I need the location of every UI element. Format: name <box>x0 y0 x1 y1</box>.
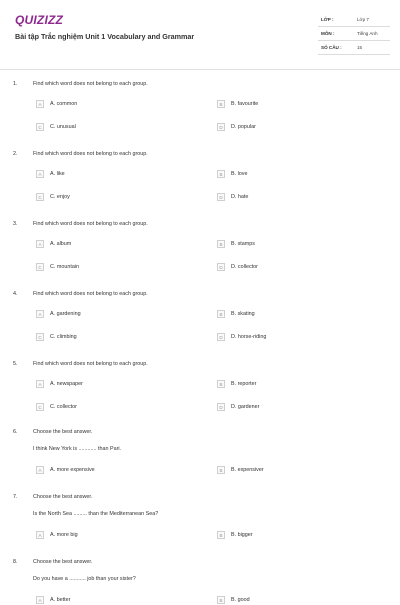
option-letter-box: C <box>36 403 44 411</box>
option-text: D. horse-riding <box>231 334 267 340</box>
option-text: D. popular <box>231 124 256 130</box>
option-text: C. collector <box>50 404 77 410</box>
option-text: B. favourite <box>231 101 259 107</box>
worksheet-title: Bài tập Trắc nghiệm Unit 1 Vocabulary and Grammar <box>15 32 195 41</box>
option-text: A. newspaper <box>50 381 83 387</box>
option-text: B. bigger <box>231 532 253 538</box>
question-text: Find which word does not belong to each group. <box>33 291 148 297</box>
option-letter-box: B <box>217 100 225 108</box>
option-text: A. better <box>50 597 71 603</box>
question-text: Find which word does not belong to each group. <box>33 361 148 367</box>
question-text: Choose the best answer. <box>33 494 93 500</box>
meta-value: Lớp 7 <box>357 17 369 22</box>
meta-label: LỚP : <box>321 17 334 22</box>
option-letter-box: A <box>36 466 44 474</box>
option-letter-box: B <box>217 596 225 604</box>
worksheet-header <box>0 0 400 70</box>
option-text: A. common <box>50 101 78 107</box>
option-letter-box: D <box>217 333 225 341</box>
option-text: A. more expensive <box>50 467 95 473</box>
option-text: C. mountain <box>50 264 80 270</box>
header-divider <box>0 69 400 70</box>
meta-row-class <box>318 13 390 27</box>
option-text: D. gardener <box>231 404 260 410</box>
quizizz-logo: QUIZIZZ <box>15 13 64 27</box>
question-text: Find which word does not belong to each group. <box>33 221 148 227</box>
option-letter-box: C <box>36 263 44 271</box>
option-text: B. stamps <box>231 241 255 247</box>
option-letter-box: A <box>36 531 44 539</box>
option-text: C. climbing <box>50 334 77 340</box>
option-text: D. hate <box>231 194 249 200</box>
question-number: 1. <box>13 81 18 87</box>
option-letter-box: A <box>36 380 44 388</box>
option-letter-box: B <box>217 466 225 474</box>
meta-label: SỐ CÂU : <box>321 45 342 50</box>
question-number: 2. <box>13 151 18 157</box>
question-number: 3. <box>13 221 18 227</box>
question-number: 6. <box>13 429 18 435</box>
option-letter-box: A <box>36 596 44 604</box>
option-text: B. skating <box>231 311 255 317</box>
option-letter-box: D <box>217 403 225 411</box>
option-letter-box: B <box>217 240 225 248</box>
option-text: A. album <box>50 241 72 247</box>
option-letter-box: D <box>217 193 225 201</box>
option-letter-box: B <box>217 310 225 318</box>
option-letter-box: B <box>217 170 225 178</box>
question-prompt: Is the North Sea ......... than the Mediterranean Sea? <box>33 511 159 517</box>
question-number: 7. <box>13 494 18 500</box>
option-text: A. like <box>50 171 65 177</box>
question-text: Find which word does not belong to each group. <box>33 151 148 157</box>
option-letter-box: C <box>36 193 44 201</box>
option-letter-box: D <box>217 123 225 131</box>
option-letter-box: C <box>36 333 44 341</box>
meta-label: MÔN : <box>321 31 335 36</box>
option-text: B. reporter <box>231 381 257 387</box>
option-text: B. love <box>231 171 248 177</box>
option-text: D. collector <box>231 264 258 270</box>
question-prompt: Do you have a ........... job than your sister? <box>33 576 136 582</box>
question-number: 4. <box>13 291 18 297</box>
meta-row-count <box>318 41 390 55</box>
option-letter-box: A <box>36 310 44 318</box>
question-text: Choose the best answer. <box>33 559 93 565</box>
question-number: 5. <box>13 361 18 367</box>
question-text: Choose the best answer. <box>33 429 93 435</box>
question-text: Find which word does not belong to each group. <box>33 81 148 87</box>
meta-value: 15 <box>357 45 363 50</box>
option-text: A. more big <box>50 532 78 538</box>
option-letter-box: D <box>217 263 225 271</box>
question-prompt: I think New York is ............ than Pari. <box>33 446 122 452</box>
question-number: 8. <box>13 559 18 565</box>
option-letter-box: B <box>217 380 225 388</box>
option-letter-box: A <box>36 100 44 108</box>
option-letter-box: A <box>36 240 44 248</box>
option-letter-box: A <box>36 170 44 178</box>
option-text: C. unusual <box>50 124 76 130</box>
option-letter-box: B <box>217 531 225 539</box>
meta-row-subject <box>318 27 390 41</box>
option-text: B. good <box>231 597 250 603</box>
option-text: C. enjoy <box>50 194 70 200</box>
option-text: B. expensiver <box>231 467 264 473</box>
option-text: A. gardening <box>50 311 81 317</box>
option-letter-box: C <box>36 123 44 131</box>
meta-value: Tiếng Anh <box>357 31 378 36</box>
